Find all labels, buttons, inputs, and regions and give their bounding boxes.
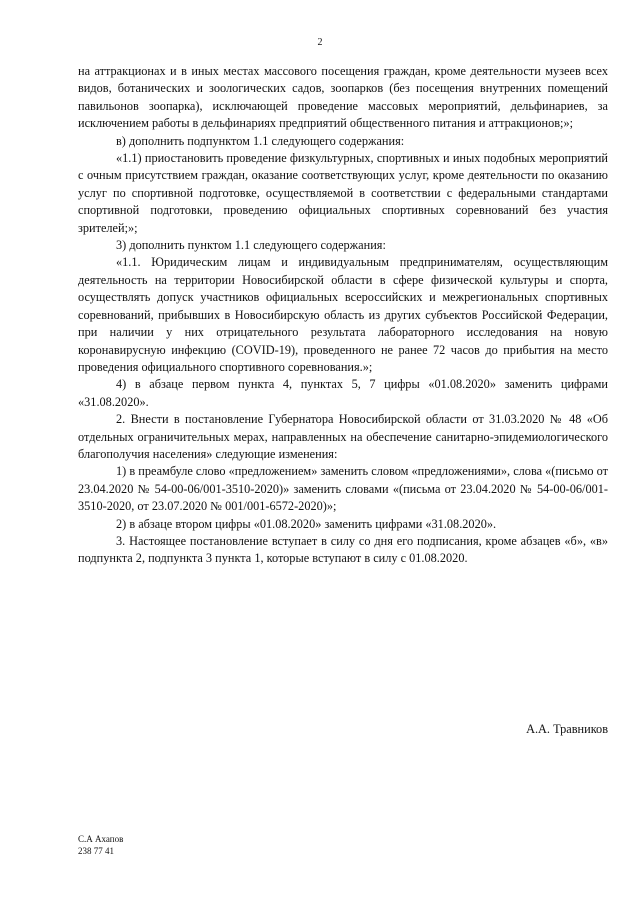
page-number: 2 (317, 37, 323, 48)
paragraph: «1.1) приостановить проведение физкультурных, спортивных и иных подобных мероприятий с очным присутствием граждан, оказание соответствующих услуг, кроме деятельности по оказанию услуг по спортивной подготовке, осуществляемой в соответствии с федеральными стандартами спортивной подготовки, проведению официальных спортивных соревнований без участия зрителей;»; (78, 151, 608, 235)
paragraph: 2. Внести в постановление Губернатора Новосибирской области от 31.03.2020 № 48 «Об отдельных ограничительных мерах, направленных на обеспечение санитарно-эпидемиологического благополучия населения» следующие изменения: (78, 412, 608, 461)
footer (78, 833, 123, 857)
signature: А.А. Травников (526, 722, 608, 736)
executor-phone: 238 77 41 (78, 846, 114, 856)
paragraph: 2) в абзаце втором цифры «01.08.2020» заменить цифрами «31.08.2020». (116, 516, 497, 531)
document-body (78, 63, 608, 568)
executor-name: С.А Ахапов (78, 834, 124, 844)
paragraph: 4) в абзаце первом пункта 4, пунктах 5, 7 цифры «01.08.2020» заменить цифрами «31.08.2020». (78, 377, 608, 409)
paragraph: 3. Настоящее постановление вступает в силу со дня его подписания, кроме абзацев «б», «в» подпункта 2, подпункта 3 пункта 1, которые вступают в силу с 01.08.2020. (78, 533, 608, 566)
paragraph: «1.1. Юридическим лицам и индивидуальным предпринимателям, осуществляющим деятельность на территории Новосибирской области в сфере физической культуры и спорта, осуществлять допуск участников официальных всероссийских и межрегиональных спортивных соревнований, прибывших в Новосибирскую область из других субъектов Российской Федерации, при наличии у них отрицательного результата лабораторного исследования на новую коронавирусную инфекцию (COVID-19), проведенного не ранее 72 часов до прибытия на место проведения официального спортивного соревнования.»; (78, 255, 608, 374)
paragraph: 3) дополнить пунктом 1.1 следующего содержания: (116, 238, 386, 253)
paragraph: на аттракционах и в иных местах массового посещения граждан, кроме деятельности музеев всех видов, ботанических и зоологических садов, зоопарков (без посещения внутренних помещений павильонов зоопарка), исключающей проведение массовых мероприятий, дельфинариев, за исключением работы в дельфинариях предприятий общественного питания и аттракционов;»; (78, 64, 608, 131)
paragraph: в) дополнить подпунктом 1.1 следующего содержания: (116, 133, 405, 148)
paragraph: 1) в преамбуле слово «предложением» заменить словом «предложениями», слова «(письмо от 23.04.2020 № 54-00-06/001-3510-2020)» заменить словами «(письма от 23.04.2020 № 54-00-06/001-3510-2020, от 23.07.2020 № 001/001-6572-2020)»; (78, 464, 608, 514)
